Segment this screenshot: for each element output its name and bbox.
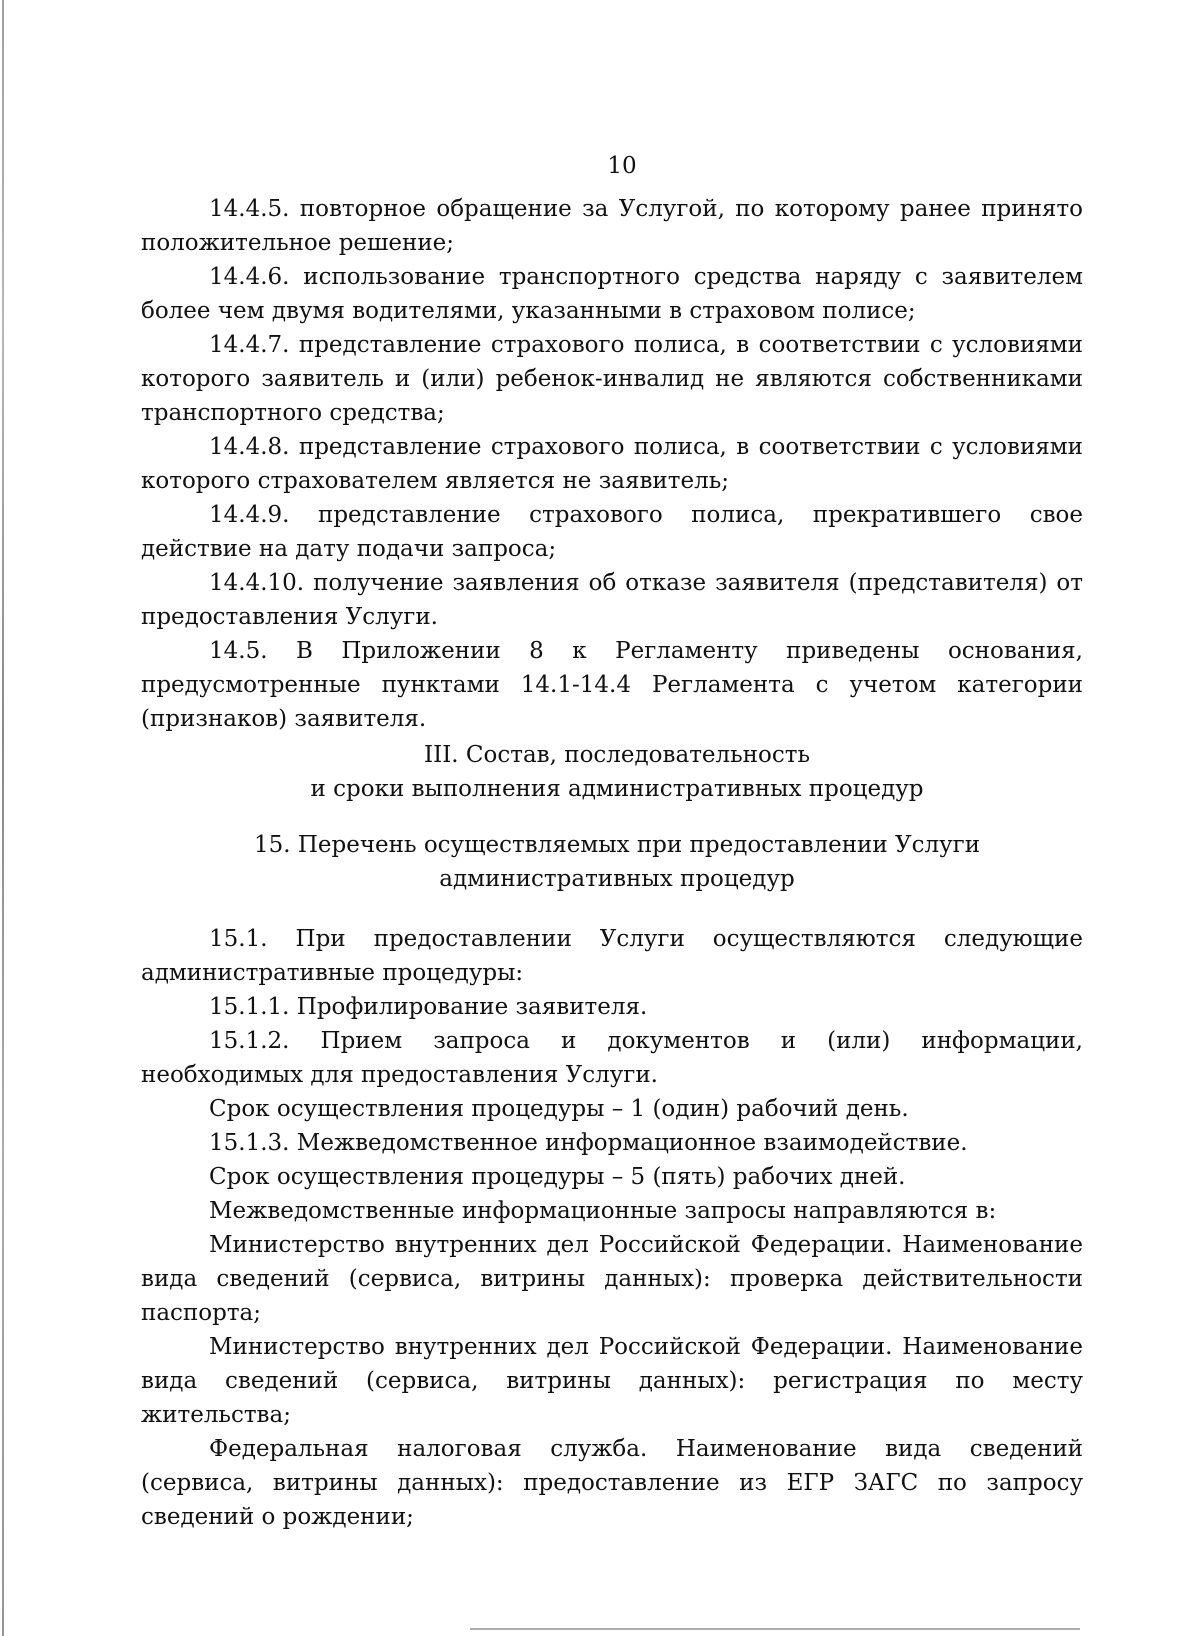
paragraphs-bottom: [141, 922, 1083, 1534]
page-number: 10: [607, 153, 637, 179]
section-heading-line1: III. Состав, последовательность: [424, 742, 810, 768]
paragraph-15-1-2: 15.1.2. Прием запроса и документов и (или) информации, необходимых для предоставления Услуги.: [141, 1028, 1083, 1088]
paragraph-14-4-6: 14.4.6. использование транспортного средства наряду с заявителем более чем двумя водителями, указанными в страховом полисе;: [141, 264, 1083, 324]
paragraph-term-1: Срок осуществления процедуры – 1 (один) рабочий день.: [209, 1096, 909, 1122]
document-page: [141, 150, 1083, 1534]
paragraph-15-1-3: 15.1.3. Межведомственное информационное взаимодействие.: [209, 1130, 968, 1156]
scan-edge-left: [2, 0, 4, 1636]
paragraphs-top: [141, 192, 1083, 736]
section-heading-line2: и сроки выполнения административных процедур: [310, 776, 924, 802]
subsection-heading-line1: 15. Перечень осуществляемых при предоставлении Услуги: [253, 832, 981, 858]
paragraph-14-4-10: 14.4.10. получение заявления об отказе заявителя (представителя) от предоставления Услуги.: [141, 570, 1083, 630]
paragraph-15-1-1: 15.1.1. Профилирование заявителя.: [209, 994, 648, 1020]
subsection-heading: [141, 828, 1083, 896]
paragraph-mvd-passport: Министерство внутренних дел Российской Федерации. Наименование вида сведений (сервиса, витрины данных): проверка действительности паспорта;: [141, 1232, 1083, 1326]
paragraph-14-4-7: 14.4.7. представление страхового полиса, в соответствии с условиями которого заявитель и (или) ребенок-инвалид не являются собственниками транспортного средства;: [141, 332, 1083, 426]
scan-edge-bottom: [470, 1628, 1080, 1630]
paragraph-fns-zags: Федеральная налоговая служба. Наименование вида сведений (сервиса, витрины данных): предоставление из ЕГР ЗАГС по запросу сведений о рождении;: [141, 1436, 1083, 1530]
paragraph-mvd-registration: Министерство внутренних дел Российской Федерации. Наименование вида сведений (сервиса, витрины данных): регистрация по месту жительства;: [141, 1334, 1083, 1428]
paragraph-14-5: 14.5. В Приложении 8 к Регламенту приведены основания, предусмотренные пунктами 14.1-14.4 Регламента с учетом категории (признаков) заявителя.: [141, 638, 1083, 732]
subsection-heading-line2: административных процедур: [439, 866, 795, 892]
paragraph-requests: Межведомственные информационные запросы направляются в:: [209, 1198, 997, 1224]
paragraph-14-4-8: 14.4.8. представление страхового полиса, в соответствии с условиями которого страхователем является не заявитель;: [141, 434, 1083, 494]
paragraph-14-4-9: 14.4.9. представление страхового полиса, прекратившего свое действие на дату подачи запроса;: [141, 502, 1083, 562]
paragraph-term-2: Срок осуществления процедуры – 5 (пять) рабочих дней.: [209, 1164, 906, 1190]
section-heading: [141, 738, 1083, 806]
paragraph-15-1: 15.1. При предоставлении Услуги осуществляются следующие административные процедуры:: [141, 926, 1083, 986]
paragraph-14-4-5: 14.4.5. повторное обращение за Услугой, по которому ранее принято положительное решение;: [141, 196, 1083, 256]
